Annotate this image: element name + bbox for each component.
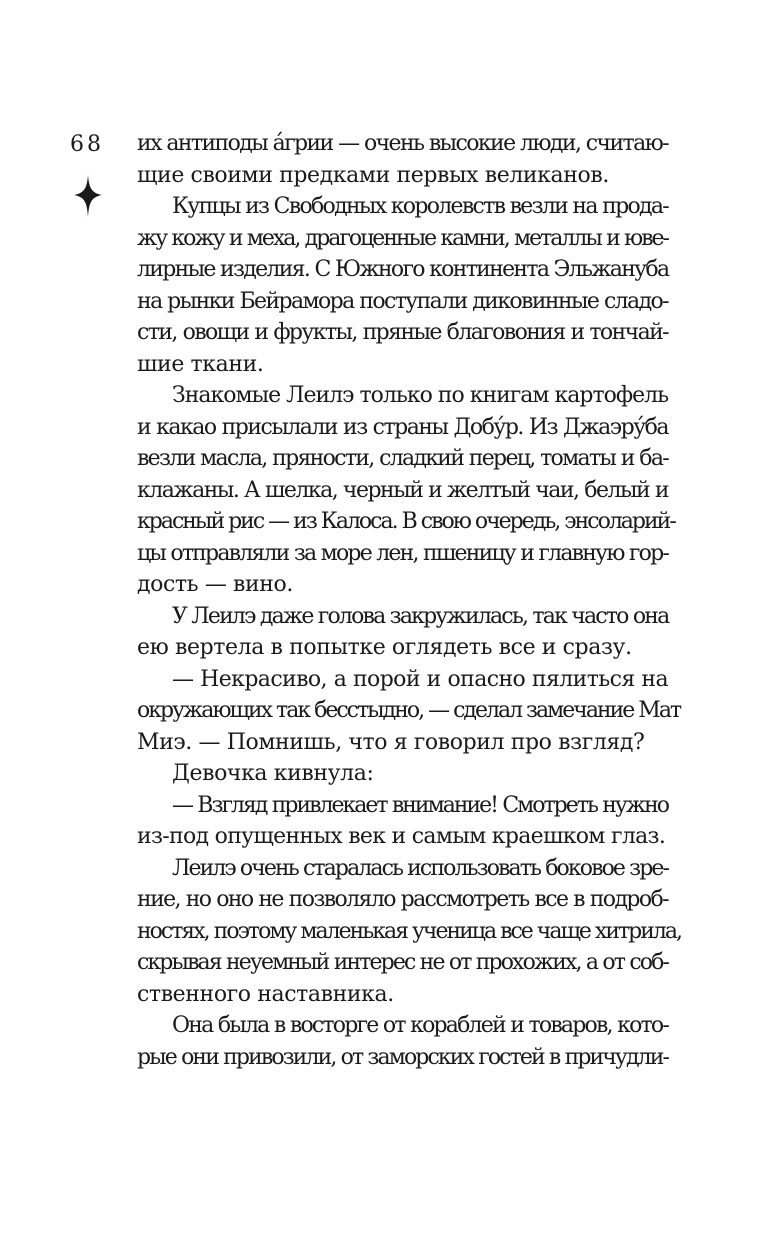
text-line: шие ткани. bbox=[137, 351, 264, 377]
text-line: рые они привозили, от заморских гостей в причудли- bbox=[137, 1044, 668, 1070]
text-line: Леилэ очень старалась использовать боковое зре- bbox=[172, 855, 669, 881]
text-line: жу кожу и меха, драгоценные камни, металлы и юве- bbox=[137, 225, 668, 251]
text-line: их антиподы а́грии — очень высокие люди, считаю- bbox=[137, 131, 668, 156]
text-line: и какао присылали из страны Добу́р. Из Джаэру́ба bbox=[137, 414, 668, 440]
text-line: окружающих так бесстыдно, — сделал замечание Мат bbox=[137, 698, 681, 723]
four-point-star-icon bbox=[74, 175, 102, 217]
text-line: Купцы из Свободных королевств везли на прода- bbox=[172, 194, 668, 219]
text-line: везли масла, пряности, сладкий перец, томаты и ба- bbox=[137, 446, 668, 471]
text-line: У Леилэ даже голова закружилась, так часто она bbox=[172, 603, 669, 629]
text-line: ственного наставника. bbox=[137, 981, 394, 1007]
text-line: ностях, поэтому маленькая ученица все чаще хитрила, bbox=[137, 918, 681, 944]
text-line: щие своими предками первых великанов. bbox=[137, 162, 609, 188]
text-line: сти, овощи и фрукты, пряные благовония и тончай- bbox=[137, 320, 668, 345]
text-line: Миэ. — Помнишь, что я говорил про взгляд? bbox=[137, 729, 645, 755]
text-line: ние, но оно не позволяло рассмотреть все в подроб- bbox=[137, 887, 668, 912]
text-line: на рынки Бейрамора поступали диковинные сладо- bbox=[137, 288, 668, 314]
text-line: Она была в восторге от кораблей и товаров, кото- bbox=[172, 1013, 668, 1038]
body-text bbox=[137, 128, 681, 1073]
text-line: ею вертела в попытке оглядеть все и сразу. bbox=[137, 635, 632, 660]
text-line: дость — вино. bbox=[137, 572, 293, 597]
text-line: из-под опущенных век и самым краешком глаз. bbox=[137, 824, 666, 849]
text-line: — Некрасиво, а порой и опасно пялиться на bbox=[172, 666, 668, 692]
text-line: лирные изделия. С Южного континента Эльжануба bbox=[137, 257, 669, 282]
text-line: красный рис — из Калоса. В свою очередь, энсоларий- bbox=[137, 509, 675, 534]
text-line: Знакомые Леилэ только по книгам картофель bbox=[172, 383, 669, 408]
page-number: 68 bbox=[70, 132, 104, 157]
text-line: скрывая неуемный интерес не от прохожих, а от соб- bbox=[137, 950, 668, 975]
text-line: цы отправляли за море лен, пшеницу и главную гор- bbox=[137, 540, 668, 566]
text-line: клажаны. А шелка, черный и желтый чаи, белый и bbox=[137, 477, 668, 503]
text-line: Девочка кивнула: bbox=[172, 761, 374, 786]
text-line: — Взгляд привлекает внимание! Смотреть нужно bbox=[172, 792, 668, 818]
